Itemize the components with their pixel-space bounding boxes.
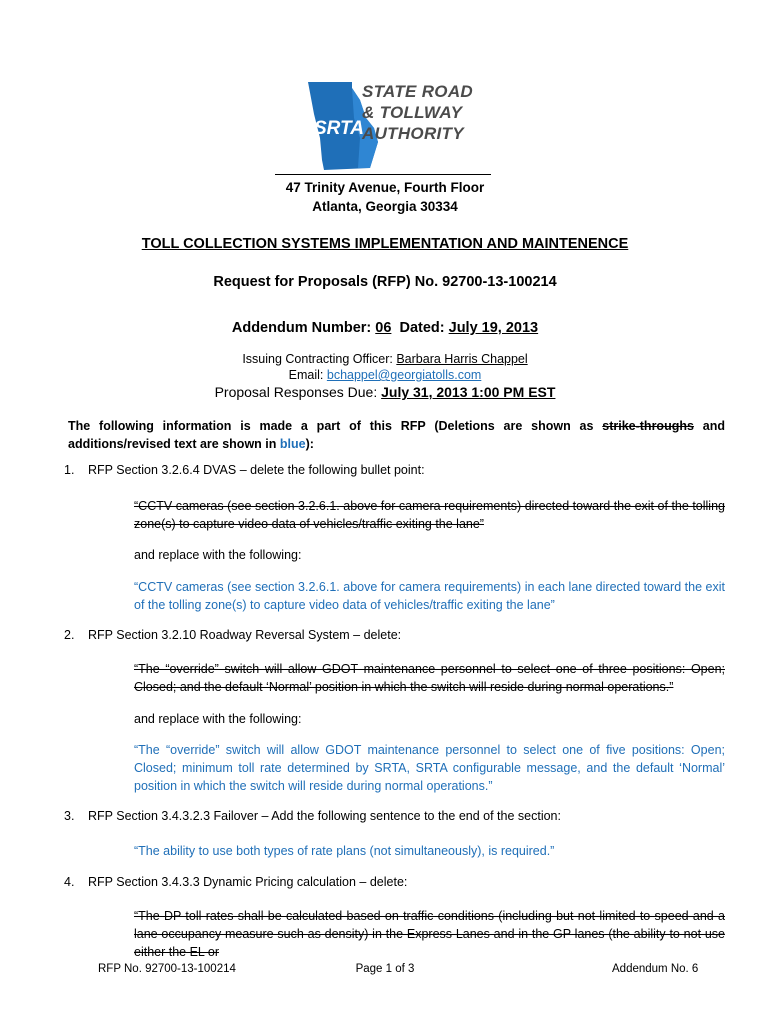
dated-label: Dated: [399,320,445,336]
email-line [0,368,770,382]
footer-rfp: RFP No. 92700-13-100214 [98,963,236,975]
addendum-line [0,320,770,336]
address-line-1: 47 Trinity Avenue, Fourth Floor [285,180,485,195]
logo-line-1: STATE ROAD [362,82,473,101]
list-item [64,875,408,889]
addendum-number: 06 [375,320,392,336]
footer-addendum: Addendum No. 6 [612,963,699,975]
replace-label: and replace with the following: [134,548,302,562]
list-item [64,628,402,642]
addendum-date: July 19, 2013 [448,320,539,336]
due-date: July 31, 2013 1:00 PM EST [381,384,556,400]
item-heading: RFP Section 3.4.3.2.3 Failover – Add the following sentence to the end of the section: [88,809,561,823]
officer-label: Issuing Contracting Officer: [242,352,393,366]
item-number: 3. [64,809,75,823]
due-label: Proposal Responses Due: [214,384,378,400]
deleted-text: “CCTV cameras (see section 3.2.6.1. above for camera requirements) directed toward the exit of the tolling zone(s) to capture video data of vehicles/traffic exiting the lane” [134,499,725,531]
item-heading: RFP Section 3.2.6.4 DVAS – delete the following bullet point: [88,463,425,477]
logo-abbr: SRTA [314,118,364,139]
intro-blue-word: blue [279,437,306,451]
deleted-text: “The “override” switch will allow GDOT maintenance personnel to select one of three positions: Open; Closed; and the default ‘Normal’ position in which the switch will reside during normal operations.” [134,662,725,694]
list-item [64,809,561,823]
added-text: “The “override” switch will allow GDOT maintenance personnel to select one of five positions: Open; Closed; minimum toll rate determined by SRTA, SRTA configurable message, and the default ‘Normal’ position in which the switch will reside during normal operations.” [134,743,725,793]
email-link[interactable]: bchappel@georgiatolls.com [326,368,482,382]
officer-line [0,352,770,366]
intro-strike-word: strike-throughs [602,419,694,433]
email-label: Email: [288,368,324,382]
item-heading: RFP Section 3.4.3.3 Dynamic Pricing calculation – delete: [88,875,408,889]
item-number: 4. [64,875,75,889]
officer-name: Barbara Harris Chappel [396,352,528,366]
deleted-text: “The DP toll rates shall be calculated based on traffic conditions (including but not limited to speed and a lane occupancy measure such as density) in the Express Lanes and in the GP lanes (the ability to not use either the EL or [134,909,725,959]
rfp-number: Request for Proposals (RFP) No. 92700-13-100214 [213,274,557,290]
logo-line-2: & TOLLWAY [362,103,463,122]
header-divider [275,174,491,175]
intro-text-3: ): [305,437,314,451]
srta-logo [300,78,500,178]
item-heading: RFP Section 3.2.10 Roadway Reversal System – delete: [88,628,402,642]
document-title: TOLL COLLECTION SYSTEMS IMPLEMENTATION AND MAINTENENCE [141,236,629,252]
address-line-2: Atlanta, Georgia 30334 [312,199,458,214]
footer-page: Page 1 of 3 [355,963,415,975]
intro-text-1: The following information is made a part of this RFP (Deletions are shown as [68,419,594,433]
intro-paragraph [68,417,725,453]
replace-label: and replace with the following: [134,712,302,726]
list-item [64,463,425,477]
added-text: “The ability to use both types of rate plans (not simultaneously), is required.” [134,844,555,858]
due-line [0,384,770,400]
intro-text-2: and additions/revised text are shown in [68,419,725,451]
item-number: 2. [64,628,75,642]
added-text: “CCTV cameras (see section 3.2.6.1. above for camera requirements) in each lane directed toward the exit of the tolling zone(s) to capture video data of vehicles/traffic exiting the lane” [134,580,725,612]
item-number: 1. [64,463,75,477]
addendum-label: Addendum Number: [231,320,372,336]
logo-line-3: AUTHORITY [362,124,464,143]
